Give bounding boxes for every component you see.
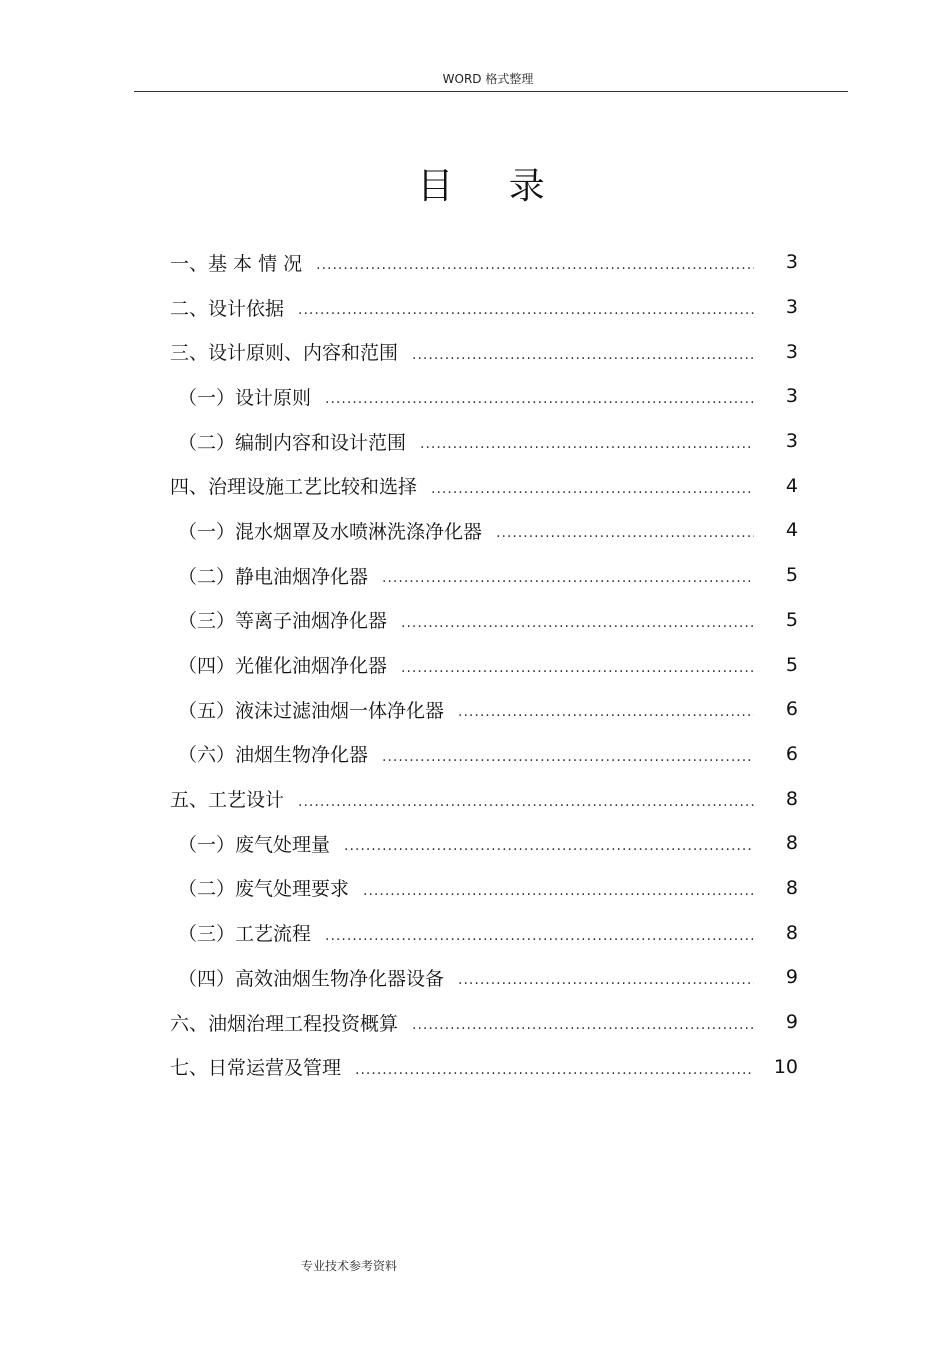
toc-entry[interactable]: [170, 285, 798, 330]
header-text: WORD 格式整理: [442, 72, 534, 86]
toc-dot-leader: [458, 967, 754, 987]
toc-entry-label: 五、工艺设计: [170, 789, 285, 812]
toc-dot-leader: [420, 431, 754, 451]
toc-entry[interactable]: [170, 374, 798, 419]
toc-dot-leader: [316, 252, 754, 272]
toc-entry[interactable]: [170, 821, 798, 866]
page-title: 目 录: [417, 166, 567, 207]
toc-entry-label: 六、油烟治理工程投资概算: [170, 1012, 399, 1035]
toc-entry-page: 3: [785, 251, 798, 274]
toc-entry-page: 3: [785, 430, 798, 453]
toc-entry[interactable]: [170, 866, 798, 911]
toc-dot-leader: [401, 655, 754, 675]
toc-entry-label: （一）设计原则: [178, 386, 312, 409]
toc-entry-label: （二）废气处理要求: [178, 878, 350, 901]
toc-entry-page: 8: [785, 787, 798, 810]
toc-entry-page: 5: [785, 608, 798, 631]
toc-dot-leader: [412, 1012, 754, 1032]
toc-dot-leader: [412, 342, 754, 362]
toc-entry[interactable]: [170, 1044, 798, 1089]
toc-dot-leader: [382, 744, 754, 764]
toc-entry-page: 6: [785, 698, 798, 721]
toc-entry-page: 3: [785, 385, 798, 408]
toc-entry[interactable]: [170, 240, 798, 285]
toc-entry-page: 3: [785, 296, 798, 319]
toc-entry-label: （二）静电油烟净化器: [178, 565, 369, 588]
toc-entry-label: （四）光催化油烟净化器: [178, 655, 388, 678]
toc-entry[interactable]: [170, 419, 798, 464]
toc-entry[interactable]: [170, 642, 798, 687]
toc-dot-leader: [344, 833, 754, 853]
toc-entry-label: （一）混水烟罩及水喷淋洗涤净化器: [178, 520, 483, 543]
footer-text: 专业技术参考资料: [301, 1259, 398, 1273]
toc-entry-label: （二）编制内容和设计范围: [178, 431, 407, 454]
toc-entry-page: 8: [785, 832, 798, 855]
toc-entry-label: 二、设计依据: [170, 297, 285, 320]
toc-entry[interactable]: [170, 687, 798, 732]
toc-entry-label: 三、设计原则、内容和范围: [170, 342, 399, 365]
toc-entry[interactable]: [170, 329, 798, 374]
toc-entry-label: （五）液沫过滤油烟一体净化器: [178, 699, 445, 722]
toc-entry-page: 5: [785, 564, 798, 587]
toc-entry-label: 四、治理设施工艺比较和选择: [170, 476, 418, 499]
toc-entry-page: 9: [785, 966, 798, 989]
toc-entry-page: 9: [785, 1011, 798, 1034]
toc-dot-leader: [325, 386, 754, 406]
toc-entry-label: （三）工艺流程: [178, 923, 312, 946]
toc-dot-leader: [496, 520, 754, 540]
toc-entry-page: 10: [773, 1055, 798, 1078]
toc-entry-label: （四）高效油烟生物净化器设备: [178, 967, 445, 990]
toc-entry[interactable]: [170, 598, 798, 643]
toc-entry[interactable]: [170, 955, 798, 1000]
toc-entry[interactable]: [170, 776, 798, 821]
toc-entry-page: 8: [785, 921, 798, 944]
toc-entry[interactable]: [170, 508, 798, 553]
toc-entry[interactable]: [170, 910, 798, 955]
toc-dot-leader: [363, 878, 754, 898]
toc-dot-leader: [382, 565, 754, 585]
toc-dot-leader: [431, 476, 754, 496]
toc-entry-label: （三）等离子油烟净化器: [178, 610, 388, 633]
toc-entry-page: 5: [785, 653, 798, 676]
header-divider: [134, 91, 848, 92]
toc-entry-label: （六）油烟生物净化器: [178, 744, 369, 767]
toc-entry-label: 七、日常运营及管理: [170, 1057, 342, 1080]
toc-entry-label: （一）废气处理量: [178, 833, 331, 856]
toc-dot-leader: [325, 923, 754, 943]
toc-entry[interactable]: [170, 553, 798, 598]
toc-dot-leader: [355, 1057, 754, 1077]
toc-entry-page: 4: [785, 474, 798, 497]
table-of-contents: [170, 240, 798, 1089]
toc-entry-page: 6: [785, 742, 798, 765]
toc-entry-page: 3: [785, 340, 798, 363]
toc-dot-leader: [298, 789, 754, 809]
toc-dot-leader: [401, 610, 754, 630]
toc-dot-leader: [298, 297, 754, 317]
toc-dot-leader: [458, 699, 754, 719]
toc-entry-page: 8: [785, 876, 798, 899]
toc-entry[interactable]: [170, 1000, 798, 1045]
toc-entry-label: 一、基 本 情 况: [170, 252, 303, 275]
toc-entry[interactable]: [170, 463, 798, 508]
toc-entry[interactable]: [170, 732, 798, 777]
toc-entry-page: 4: [785, 519, 798, 542]
